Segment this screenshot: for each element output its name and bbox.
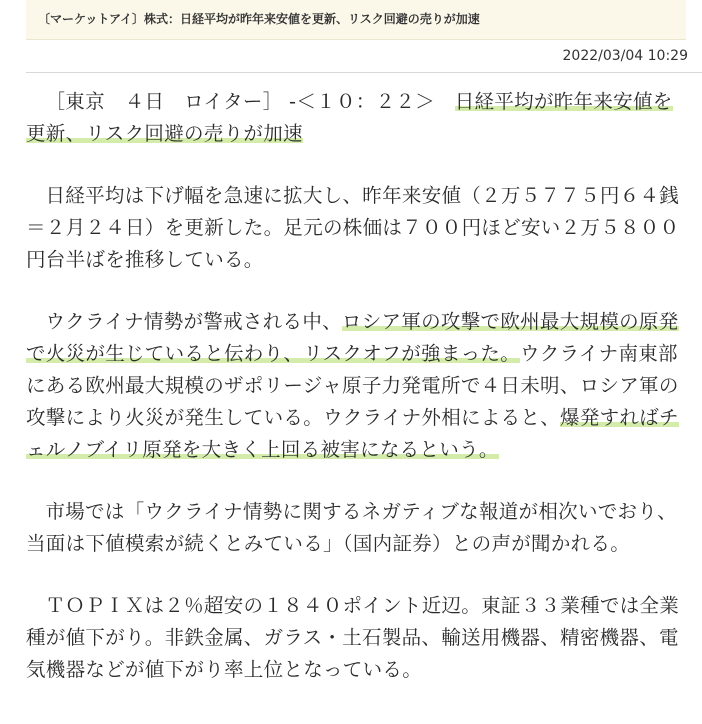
paragraph-3 xyxy=(26,306,688,466)
highlighted-text[interactable]: 爆発すればチェルノブイリ原発を大きく上回る被害になるという。 xyxy=(26,406,679,461)
article-body xyxy=(26,86,688,716)
headline-text: 〔マーケットアイ〕株式：日経平均が昨年来安値を更新、リスク回避の売りが加速 xyxy=(38,12,480,26)
highlighted-text[interactable]: 日経平均が昨年来安値を更新、リスク回避の売りが加速 xyxy=(26,90,673,145)
paragraph-2: 日経平均は下げ幅を急速に拡大し、昨年来安値（２万５７７５円６４銭＝２月２４日）を更新した。足元の株価は７００円ほど安い２万５８００円台半ばを推移している。 xyxy=(26,184,680,271)
paragraph-text: ウクライナ南東部にある欧州最大規模のザポリージャ原子力発電所で４日未明、ロシア軍の攻撃により火災が発生している。ウクライナ外相によると、 xyxy=(26,342,679,429)
paragraph-4: 市場では「ウクライナ情勢に関するネガティブな報道が相次いでおり、当面は下値模索が続くとみている」（国内証券）との声が聞かれる。 xyxy=(26,500,677,555)
article-headline-bar xyxy=(26,0,686,40)
article-timestamp: 2022/03/04 10:29 xyxy=(562,48,688,64)
divider xyxy=(26,72,702,73)
paragraph-1 xyxy=(26,86,688,150)
paragraph-text: ウクライナ情勢が警戒される中、 xyxy=(45,310,342,333)
highlighted-text[interactable]: ロシア軍の攻撃で欧州最大規模の原発で火災が生じていると伝わり、リスクオフが強まった。 xyxy=(26,310,679,365)
paragraph-5: ＴＯＰＩＸは２％超安の１８４０ポイント近辺。東証３３業種では全業種が値下がり。非鉄金属、ガラス・土石製品、輸送用機器、精密機器、電気機器などが値下がり率上位となっている。 xyxy=(26,594,680,681)
dateline-text: ［東京 ４日 ロイター］ -＜１０：２２＞ xyxy=(45,90,455,113)
